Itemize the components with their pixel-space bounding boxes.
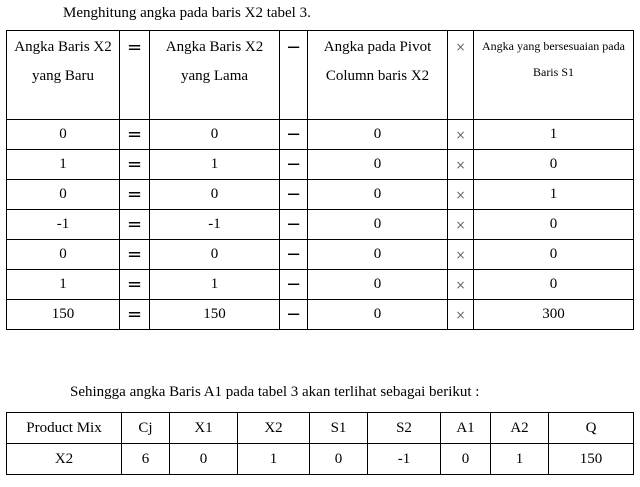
table-row: [7, 180, 634, 210]
cell-s1: 1: [474, 120, 634, 150]
header-cell: X1: [170, 413, 238, 444]
header-minus: −: [280, 31, 308, 120]
table-row: [7, 270, 634, 300]
cell-eq: =: [120, 300, 150, 330]
header-cell: Cj: [122, 413, 170, 444]
cell-pivot: 0: [308, 180, 448, 210]
cell-old: 0: [150, 120, 280, 150]
cell-minus: −: [280, 270, 308, 300]
cell-old: 150: [150, 300, 280, 330]
header-row: [7, 413, 634, 444]
table-row: [7, 120, 634, 150]
header-matching-s1: Angka yang bersesuaian pada Baris S1: [474, 31, 634, 120]
cell-times: ×: [448, 240, 474, 270]
cell-s1: 300: [474, 300, 634, 330]
x2-calculation-table: [6, 30, 634, 330]
cell-new: 0: [7, 180, 120, 210]
caption-x2-calculation: Menghitung angka pada baris X2 tabel 3.: [63, 5, 311, 21]
header-cell: Product Mix: [7, 413, 122, 444]
header-cell: Q: [549, 413, 634, 444]
cell-old: 1: [150, 270, 280, 300]
header-cell: X2: [238, 413, 310, 444]
table-cell: -1: [368, 444, 441, 475]
cell-eq: =: [120, 210, 150, 240]
cell-eq: =: [120, 150, 150, 180]
cell-s1: 1: [474, 180, 634, 210]
cell-old: 0: [150, 180, 280, 210]
cell-old: 1: [150, 150, 280, 180]
table-row: [7, 240, 634, 270]
cell-old: 0: [150, 240, 280, 270]
cell-times: ×: [448, 300, 474, 330]
header-times: ×: [448, 31, 474, 120]
header-old-row: Angka Baris X2 yang Lama: [150, 31, 280, 120]
cell-times: ×: [448, 210, 474, 240]
table-cell: 1: [491, 444, 549, 475]
cell-old: -1: [150, 210, 280, 240]
cell-new: 0: [7, 240, 120, 270]
a1-result-table: [6, 412, 634, 475]
table-cell: 6: [122, 444, 170, 475]
table-row: [7, 150, 634, 180]
table-cell: X2: [7, 444, 122, 475]
cell-pivot: 0: [308, 210, 448, 240]
cell-times: ×: [448, 180, 474, 210]
cell-minus: −: [280, 300, 308, 330]
cell-s1: 0: [474, 150, 634, 180]
cell-minus: −: [280, 150, 308, 180]
cell-times: ×: [448, 150, 474, 180]
table-cell: 150: [549, 444, 634, 475]
table-row: [7, 300, 634, 330]
cell-eq: =: [120, 180, 150, 210]
table-cell: 0: [310, 444, 368, 475]
cell-eq: =: [120, 270, 150, 300]
cell-minus: −: [280, 210, 308, 240]
header-new-row: Angka Baris X2 yang Baru: [7, 31, 120, 120]
header-equals: =: [120, 31, 150, 120]
cell-minus: −: [280, 180, 308, 210]
cell-pivot: 0: [308, 270, 448, 300]
header-cell: S1: [310, 413, 368, 444]
cell-times: ×: [448, 270, 474, 300]
cell-minus: −: [280, 120, 308, 150]
header-pivot: Angka pada Pivot Column baris X2: [308, 31, 448, 120]
cell-eq: =: [120, 240, 150, 270]
header-cell: S2: [368, 413, 441, 444]
caption-a1-result: Sehingga angka Baris A1 pada tabel 3 akan terlihat sebagai berikut :: [70, 384, 480, 400]
cell-times: ×: [448, 120, 474, 150]
cell-pivot: 0: [308, 120, 448, 150]
cell-new: 1: [7, 150, 120, 180]
cell-new: -1: [7, 210, 120, 240]
header-row: [7, 31, 634, 120]
cell-minus: −: [280, 240, 308, 270]
cell-s1: 0: [474, 270, 634, 300]
header-cell: A1: [441, 413, 491, 444]
cell-new: 0: [7, 120, 120, 150]
header-cell: A2: [491, 413, 549, 444]
table-cell: 0: [441, 444, 491, 475]
cell-pivot: 0: [308, 150, 448, 180]
cell-new: 1: [7, 270, 120, 300]
table-row: [7, 444, 634, 475]
cell-pivot: 0: [308, 240, 448, 270]
cell-s1: 0: [474, 240, 634, 270]
table-cell: 0: [170, 444, 238, 475]
cell-new: 150: [7, 300, 120, 330]
table-row: [7, 210, 634, 240]
table-cell: 1: [238, 444, 310, 475]
cell-s1: 0: [474, 210, 634, 240]
cell-pivot: 0: [308, 300, 448, 330]
cell-eq: =: [120, 120, 150, 150]
